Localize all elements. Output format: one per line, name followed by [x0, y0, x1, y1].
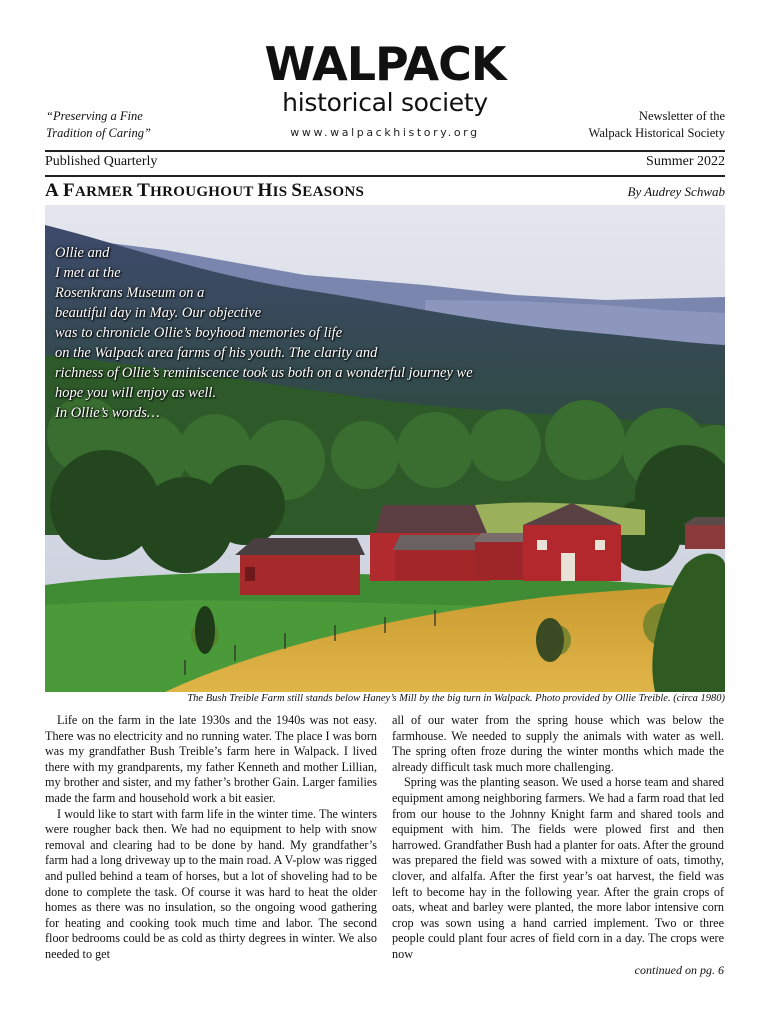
newsletter-label: Newsletter of the Walpack Historical Society — [588, 109, 725, 140]
paragraph: all of our water from the spring house which was below the farmhouse. We needed to supply the animals with water as well. The spring often froze during the winter months which made the already difficult task much more challenging. — [392, 713, 724, 774]
issue-season: Summer 2022 — [646, 154, 725, 169]
byline: By Audrey Schwab — [627, 184, 725, 199]
paragraph: Life on the farm in the late 1930s and the 1940s was not easy. There was no electricity and no running water. The place I was born was my grandfather Bush Treible’s farm here in Walpack. I lived there with my grandparents, my father Kenneth and mother Lillian, my brother and sister, and my father’s brother Gain. Larger families made the farm and household work a bit easier. — [45, 713, 377, 805]
website-url[interactable]: www.walpackhistory.org — [290, 126, 480, 139]
continued-link[interactable]: continued on pg. 6 — [634, 962, 724, 977]
publication-frequency: Published Quarterly — [45, 154, 158, 169]
article-title: A FARMER THROUGHOUT HIS SEASONS — [45, 180, 365, 201]
brand-title: WALPACK — [264, 37, 506, 91]
article-column-left — [45, 713, 377, 963]
photo-caption: The Bush Treible Farm still stands below Haney’s Mill by the big turn in Walpack. Photo provided by Ollie Treible. (circa 1980) — [187, 693, 725, 704]
paragraph: I would like to start with farm life in the winter time. The winters were rougher back then. We had no equipment to help with snow removal and clearing had to be done by hand. My grandfather’s farm had a long driveway up to the main road. A V-plow was rigged and pulled behind a team of horses, but a lot of shoveling had to be done to complete the task. Of course it was hard to heat the older homes as there was no insulation, so the ongoing wood gathering for heating and cooking took much time and labor. The second floor bedrooms could be as cold as thirty degrees in winter. We also needed to get — [45, 806, 377, 961]
paragraph: Spring was the planting season. We used a horse team and shared equipment among neighboring farmers. We had a farm road that led from our house to the Johnny Knight farm and shared tools and equipment with him. The fields were plowed first and then harrowed. Grandfather Bush had a planter for oats. After the ground was prepared the field was sowed with a mixture of oats, timothy, clover, and alfalfa. After the first year’s oat harvest, the field was left to become hay in the following year. After the grain crops of oats, wheat and barley were planted, the more labor intensive corn crop was sown using a hand carried implement. Two or three people could plant four acres of field corn in a day. The crops were now — [392, 775, 724, 961]
masthead — [0, 38, 770, 148]
article-column-right — [392, 713, 724, 978]
farm-photo — [45, 205, 725, 692]
divider — [45, 150, 725, 152]
brand-subtitle: historical society — [282, 88, 488, 117]
brand-logo — [240, 38, 530, 139]
issue-meta — [45, 154, 725, 170]
intro-overlay-text: Ollie and I met at the Rosenkrans Museum on a beautiful day in May. Our objective was to chronicle Ollie’s boyhood memories of life on the Walpack area farms of his youth. The clarity and richness of Ollie’s reminiscence took us both on a wonderful journey we hope you will enjoy as well. In Ollie’s words… — [55, 245, 473, 421]
divider — [45, 175, 725, 177]
motto: “Preserving a Fine Tradition of Caring” — [46, 109, 151, 140]
